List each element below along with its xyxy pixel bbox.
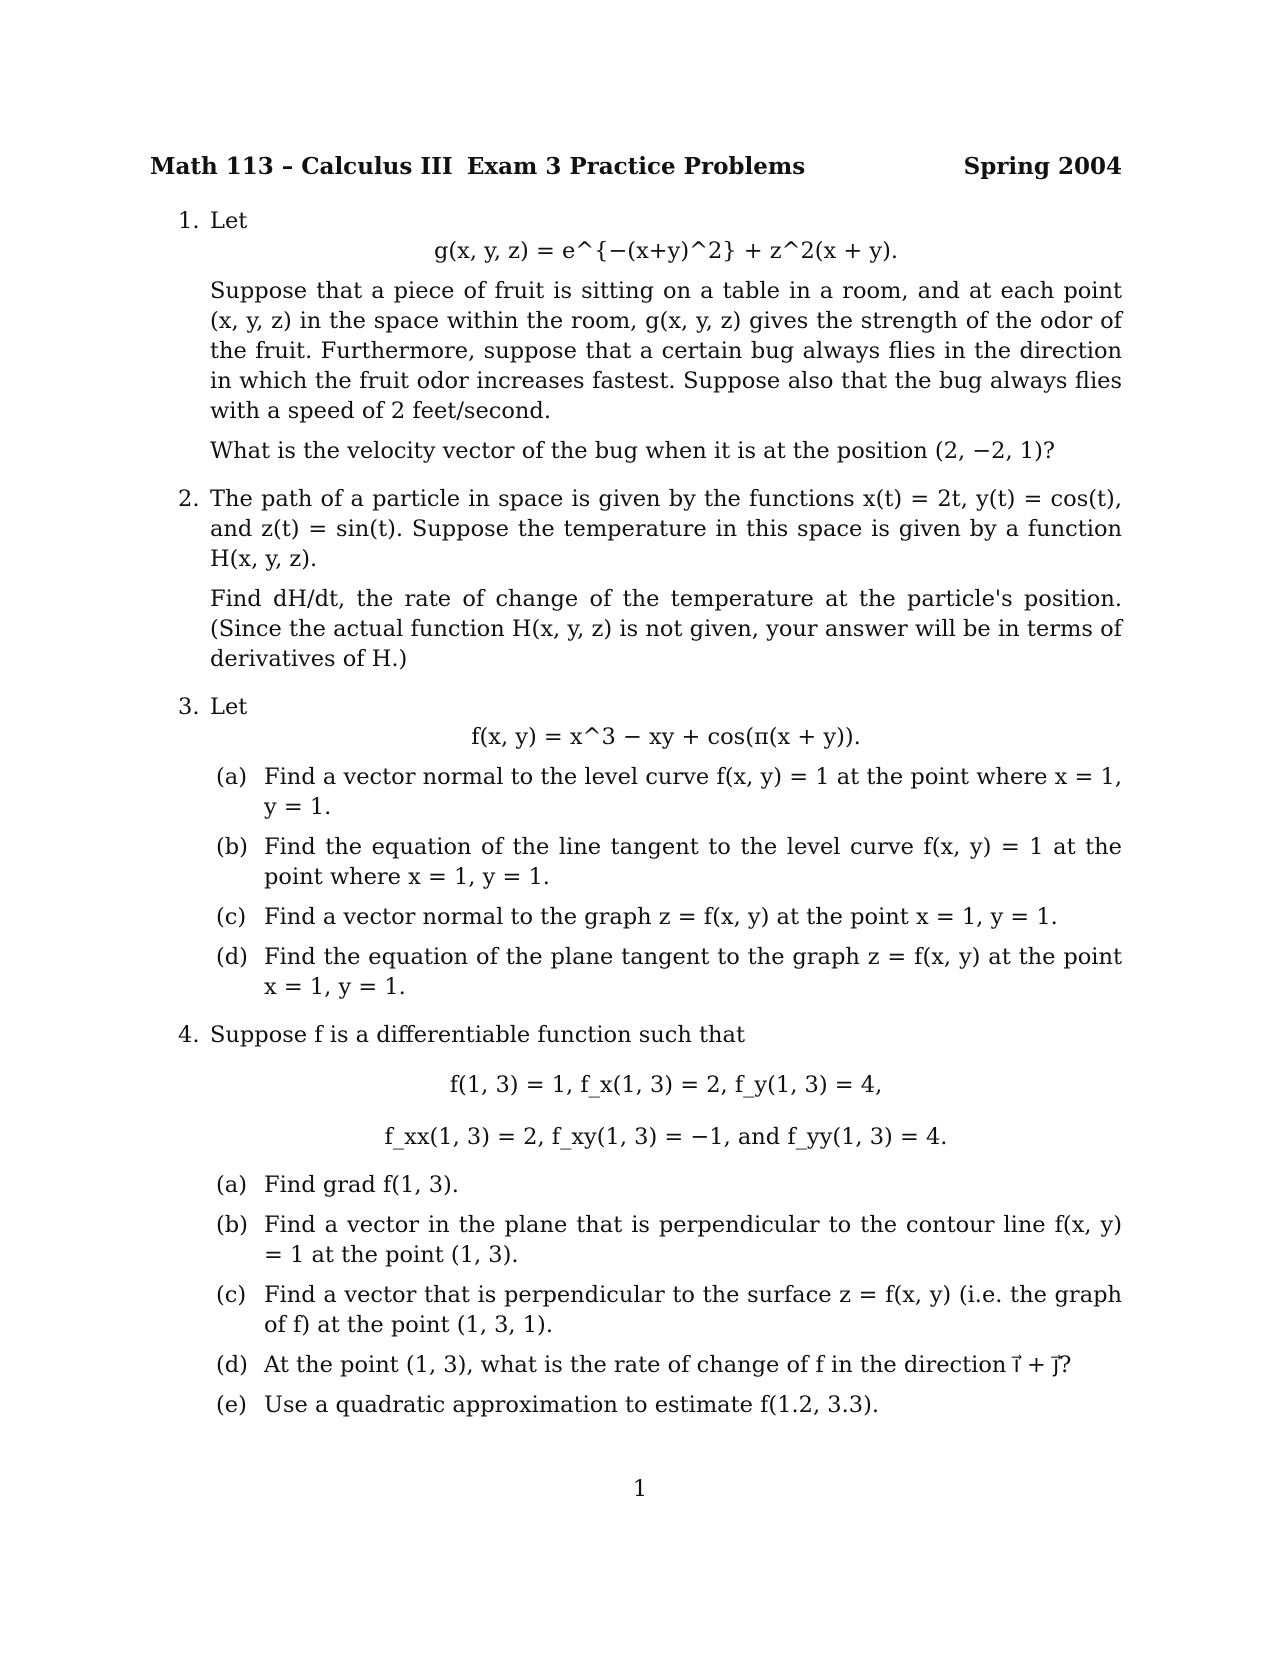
problem-paragraph: Suppose that a piece of fruit is sitting on a table in a room, and at each point (x, y, z) in the space within the room, g(x, y, z) gives the strength of the odor of the fruit. Furthermore, suppose that a certain bug always flies in the direction in which the fruit odor increases fastest. Suppose also that the bug always flies with a speed of 2 feet/second. [210, 278, 1122, 424]
problem-number: 4. [178, 1022, 200, 1048]
subpart-a [210, 1170, 1122, 1200]
subpart-label: (e) [216, 1392, 247, 1418]
problems [150, 206, 1122, 1420]
subpart-label: (b) [216, 1212, 248, 1238]
subpart-label: (a) [216, 1172, 247, 1198]
equation-g: g(x, y, z) = e^{−(x+y)^2} + z^2(x + y). [433, 238, 899, 264]
subpart-e [210, 1390, 1122, 1420]
subpart-label: (c) [216, 1282, 247, 1308]
equation-values-1: f(1, 3) = 1, f_x(1, 3) = 2, f_y(1, 3) = 4, [449, 1072, 883, 1098]
subpart-label: (d) [216, 1352, 248, 1378]
subpart-text: Find the equation of the plane tangent to the graph z = f(x, y) at the point x = 1, y = 1. [264, 944, 1122, 1000]
problem-3 [150, 692, 1122, 1002]
subpart-text: Find a vector that is perpendicular to the surface z = f(x, y) (i.e. the graph of f) at the point (1, 3, 1). [264, 1282, 1122, 1338]
problem-number: 1. [178, 208, 200, 234]
subpart-a [210, 762, 1122, 822]
subpart-d [210, 942, 1122, 1002]
page-number: 1 [632, 1476, 648, 1502]
equation-values-2: f_xx(1, 3) = 2, f_xy(1, 3) = −1, and f_yy(1, 3) = 4. [384, 1124, 948, 1150]
subpart-b [210, 1210, 1122, 1270]
subpart-text: Find a vector normal to the graph z = f(x, y) at the point x = 1, y = 1. [264, 904, 1058, 930]
problem-number: 3. [178, 694, 200, 720]
subpart-b [210, 832, 1122, 892]
subpart-label: (a) [216, 764, 247, 790]
subpart-text: Use a quadratic approximation to estimate f(1.2, 3.3). [264, 1392, 880, 1418]
subpart-label: (b) [216, 834, 248, 860]
problem-lead: Let [210, 694, 248, 720]
problem-lead: Suppose f is a differentiable function such that [210, 1022, 746, 1048]
problem-number: 2. [178, 486, 200, 512]
problem-lead: Let [210, 208, 248, 234]
problem-1 [150, 206, 1122, 466]
problem-question: Find dH/dt, the rate of change of the temperature at the particle's position. (Since the actual function H(x, y, z) is not given, your answer will be in terms of derivatives of H.) [210, 586, 1122, 672]
subpart-text: Find grad f(1, 3). [264, 1172, 459, 1198]
problem-paragraph: The path of a particle in space is given by the functions x(t) = 2t, y(t) = cos(t), and z(t) = sin(t). Suppose the temperature in this space is given by a function H(x, y, z). [210, 486, 1122, 572]
problem-4 [150, 1020, 1122, 1420]
subpart-text: Find a vector normal to the level curve f(x, y) = 1 at the point where x = 1, y = 1. [264, 764, 1122, 820]
subpart-c [210, 1280, 1122, 1340]
subpart-label: (c) [216, 904, 247, 930]
subpart-label: (d) [216, 944, 248, 970]
page-header [150, 152, 1122, 186]
problem-2 [150, 484, 1122, 674]
exam-title: Exam 3 Practice Problems [466, 153, 806, 180]
subpart-d [210, 1350, 1122, 1380]
equation-f: f(x, y) = x^3 − xy + cos(π(x + y)). [471, 724, 861, 750]
term-label: Spring 2004 [963, 153, 1122, 180]
subpart-text: Find a vector in the plane that is perpendicular to the contour line f(x, y) = 1 at the point (1, 3). [264, 1212, 1122, 1268]
problem-question: What is the velocity vector of the bug when it is at the position (2, −2, 1)? [210, 438, 1055, 464]
course-title: Math 113 – Calculus III [150, 153, 453, 180]
subpart-text: At the point (1, 3), what is the rate of change of f in the direction i⃗ + j⃗? [264, 1352, 1072, 1378]
subpart-c [210, 902, 1122, 932]
subpart-text: Find the equation of the line tangent to the level curve f(x, y) = 1 at the point where x = 1, y = 1. [264, 834, 1122, 890]
